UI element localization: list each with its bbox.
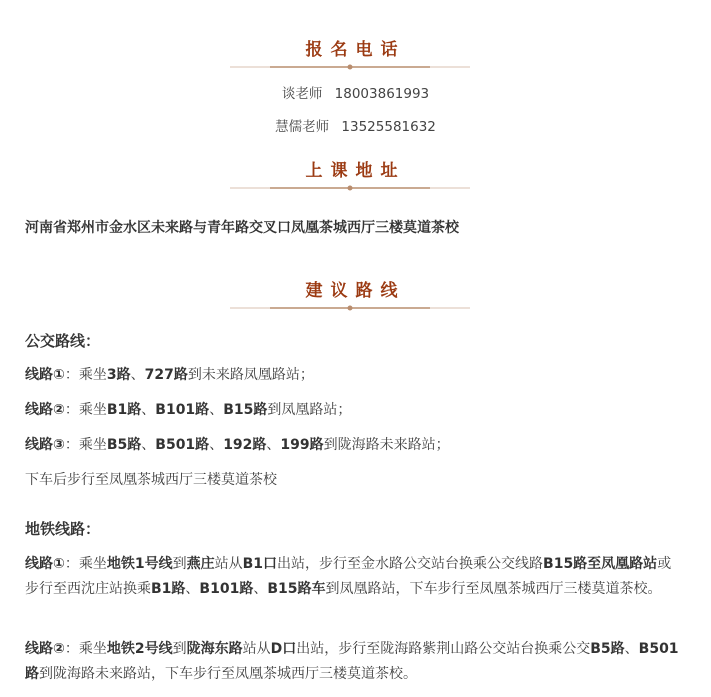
- metro-routes-heading: 地铁线路：: [25, 520, 101, 538]
- bus-route-2: 线路②：乘坐B1路、B101路、B15路到凤凰路站；: [25, 402, 352, 418]
- contact-section-title: 报名电话: [305, 40, 406, 60]
- bus-route-3: 线路③：乘坐B5路、B501路、192路、199路到陇海路未来路站；: [25, 437, 450, 453]
- address-text: 河南省郑州市金水区未来路与青年路交叉口凤凰茶城西厅三楼莫道茶校: [25, 220, 459, 236]
- location-divider: [230, 183, 470, 193]
- teacher2-name: 慧儒老师: [275, 119, 330, 135]
- routes-divider: [230, 303, 470, 313]
- teacher1-phone[interactable]: 18003861993: [334, 86, 430, 102]
- teacher2-phone[interactable]: 13525581632: [341, 119, 436, 135]
- teacher1-line: [0, 82, 711, 102]
- teacher1-name: 谈老师: [281, 86, 323, 102]
- routes-section-title: 建议路线: [305, 281, 406, 301]
- bus-route-1: 线路①：乘坐3路、727路到未来路凤凰路站；: [25, 367, 314, 383]
- bus-note: 下车后步行至凤凰茶城西厅三楼莫道茶校: [25, 472, 277, 488]
- location-section-title: 上课地址: [305, 161, 406, 181]
- metro-route-2: 线路②：乘坐地铁2号线到陇海东路站从D口出站，步行至陇海路紫荆山路公交站台换乘公交B5路、B501路到陇海路未来路站，下车步行至凤凰茶城西厅三楼莫道茶校。: [25, 641, 679, 682]
- contact-divider: [230, 62, 470, 72]
- metro-route-1: 线路①：乘坐地铁1号线到燕庄站从B1口出站，步行至金水路公交站台换乘公交线路B15路至凤凰路站或步行至西沈庄站换乘B1路、B101路、B15路车到凤凰路站，下车步行至凤凰茶城西厅三楼莫道茶校。: [25, 556, 672, 597]
- teacher2-line: [0, 115, 711, 135]
- bus-routes-heading: 公交路线：: [25, 332, 101, 350]
